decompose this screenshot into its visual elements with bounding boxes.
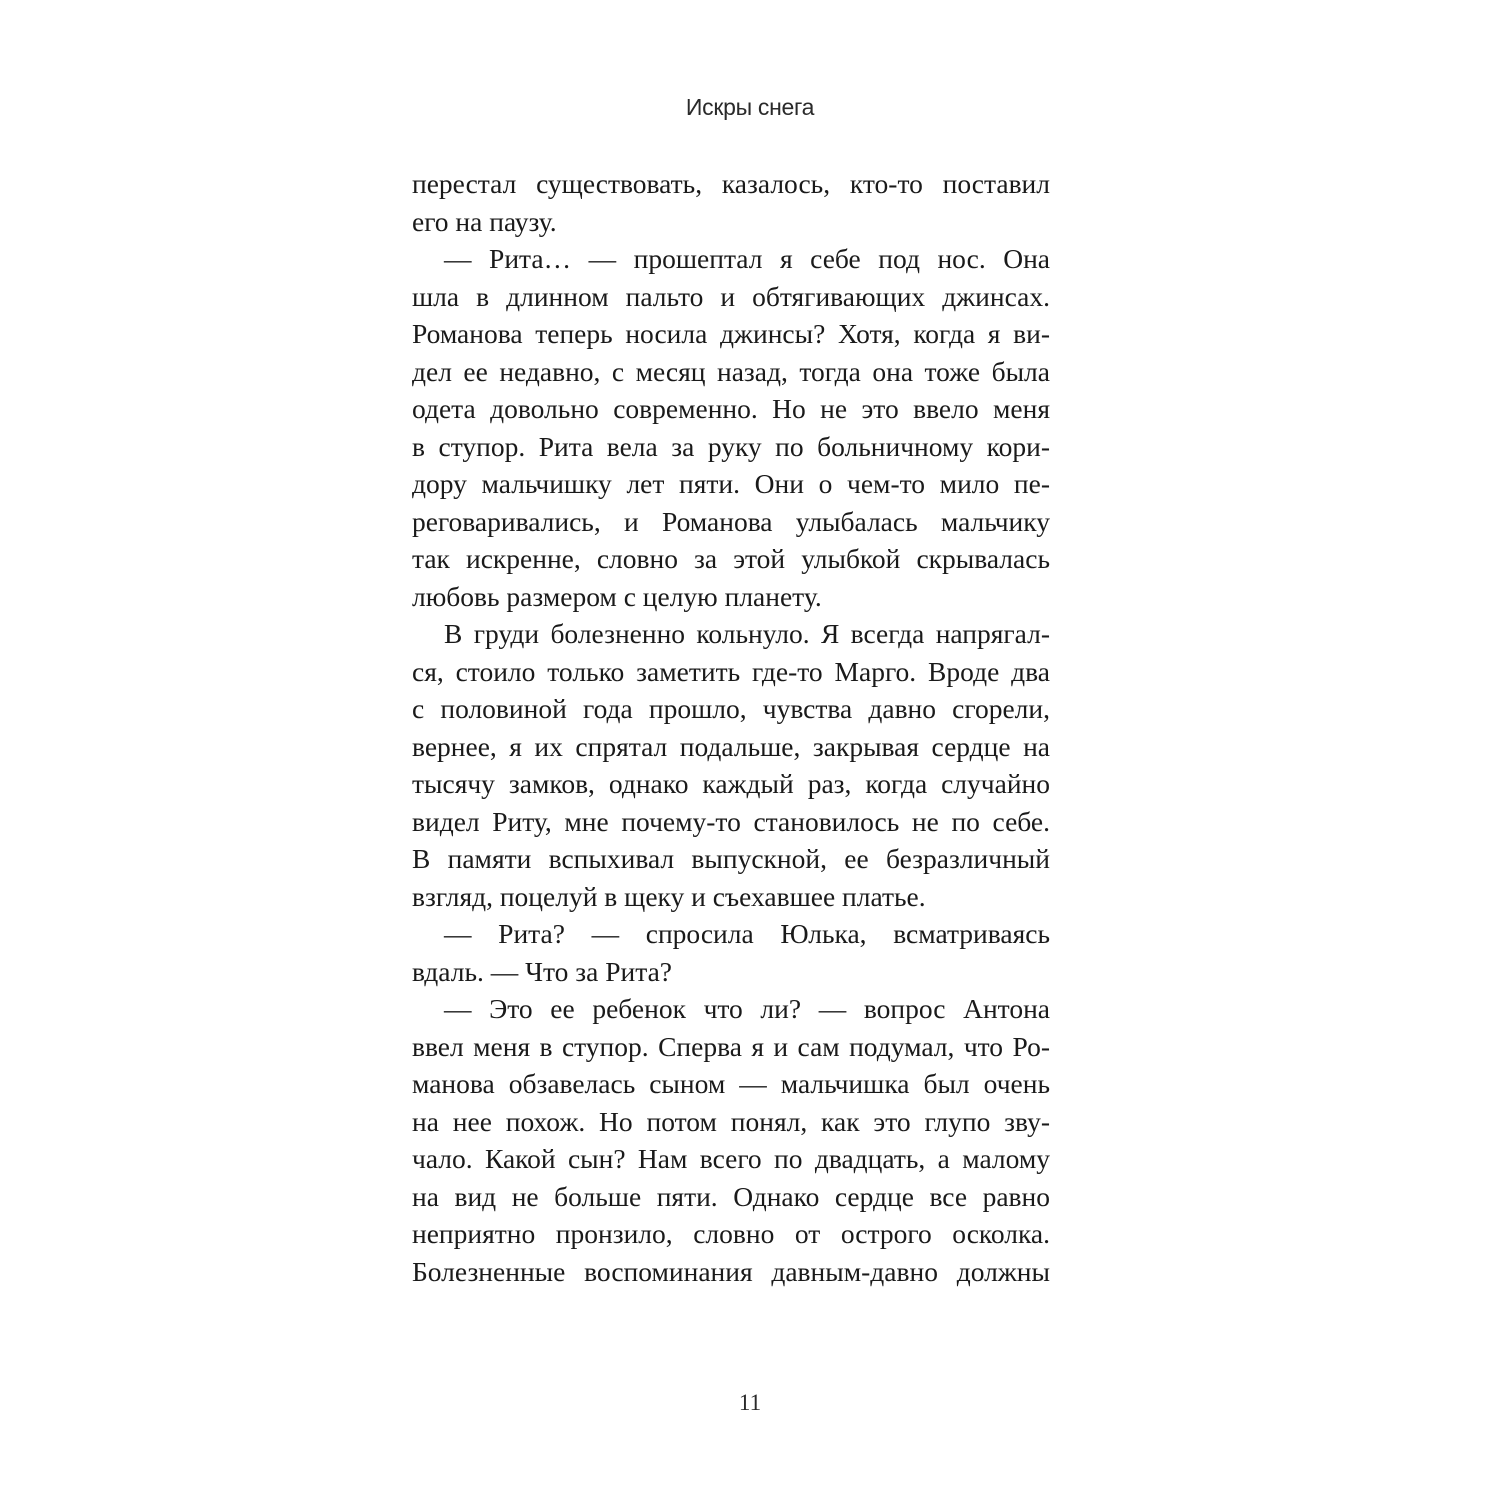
text-line: видел Риту, мне почему-то становилось не по себе. bbox=[412, 805, 1050, 837]
text-line: так искренне, словно за этой улыбкой скрывалась bbox=[412, 543, 1050, 574]
text-line: неприятно пронзило, словно от острого осколка. bbox=[412, 1218, 1050, 1249]
text-line: — Рита? — спросила Юлька, всматриваясь bbox=[444, 918, 1050, 949]
text-line: В памяти вспыхивал выпускной, ее безразличный bbox=[412, 843, 1050, 874]
text-line: в ступор. Рита вела за руку по больничному кори- bbox=[412, 430, 1050, 462]
text-line: тысячу замков, однако каждый раз, когда случайно bbox=[412, 768, 1050, 799]
text-line: ввел меня в ступор. Сперва я и сам подумал, что Ро- bbox=[412, 1030, 1050, 1062]
text-line: вернее, я их спрятал подальше, закрывая сердце на bbox=[412, 730, 1050, 762]
text-line: взгляд, поцелуй в щеку и съехавшее платье. bbox=[412, 880, 926, 912]
text-line: манова обзавелась сыном — мальчишка был очень bbox=[412, 1068, 1050, 1099]
text-line: с половиной года прошло, чувства давно сгорели, bbox=[412, 693, 1050, 724]
text-line: В груди болезненно кольнуло. Я всегда напрягал- bbox=[444, 618, 1050, 649]
running-title: Искры снега bbox=[685, 94, 815, 120]
text-line: — Это ее ребенок что ли? — вопрос Антона bbox=[444, 993, 1050, 1024]
text-line: перестал существовать, казалось, кто-то поставил bbox=[412, 168, 1050, 199]
text-line: дел ее недавно, с месяц назад, тогда она тоже была bbox=[412, 355, 1050, 387]
page-number: 11 bbox=[738, 1390, 762, 1415]
text-line: реговаривались, и Романова улыбалась мальчику bbox=[412, 505, 1050, 537]
text-line: чало. Какой сын? Нам всего по двадцать, а малому bbox=[412, 1143, 1050, 1174]
text-line: Романова теперь носила джинсы? Хотя, когда я ви- bbox=[412, 318, 1050, 349]
text-line: дору мальчишку лет пяти. Они о чем-то мило пе- bbox=[412, 468, 1050, 499]
text-line: его на паузу. bbox=[412, 205, 557, 237]
text-line: ся, стоило только заметить где-то Марго. Вроде два bbox=[412, 655, 1050, 687]
text-line: вдаль. — Что за Рита? bbox=[412, 955, 673, 987]
text-line: — Рита… — прошептал я себе под нос. Она bbox=[444, 243, 1050, 274]
text-line: одета довольно современно. Но не это ввело меня bbox=[412, 393, 1050, 424]
text-line: на вид не больше пяти. Однако сердце все равно bbox=[412, 1180, 1050, 1212]
text-line: на нее похож. Но потом понял, как это глупо зву- bbox=[412, 1105, 1050, 1137]
text-line: любовь размером с целую планету. bbox=[412, 580, 822, 612]
body-text bbox=[412, 165, 1050, 1290]
text-line: Болезненные воспоминания давным-давно должны bbox=[412, 1255, 1050, 1287]
text-line: шла в длинном пальто и обтягивающих джинсах. bbox=[412, 280, 1050, 312]
